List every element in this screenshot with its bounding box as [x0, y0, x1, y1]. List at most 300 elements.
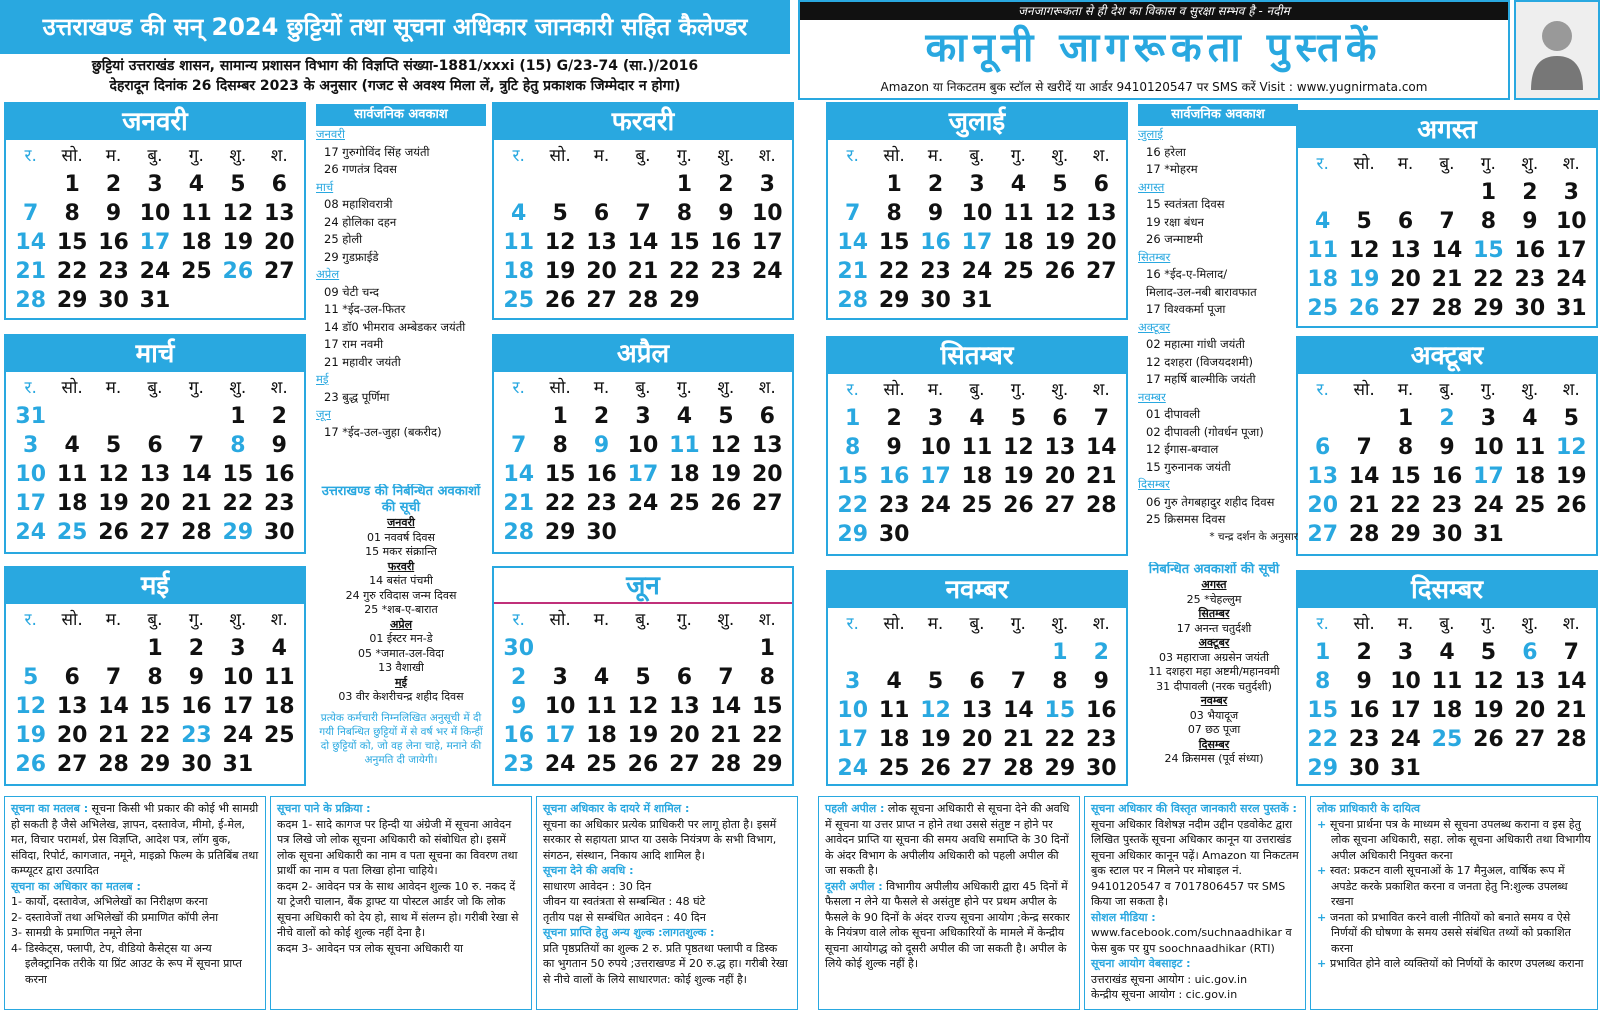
holiday-item: 03 वीर केशरीचन्द्र शहीद दिवस	[338, 690, 464, 703]
day-cell: 17	[837, 727, 869, 752]
day-cell	[832, 170, 873, 199]
day-cell: 5	[230, 172, 246, 197]
day-cell: 15	[1044, 698, 1076, 723]
day-cell: 8	[1397, 435, 1414, 460]
day-cell: 5	[105, 433, 122, 458]
day-cell: 28	[710, 752, 742, 777]
holiday-item: 15 गुरुनानक जयंती	[1146, 459, 1231, 474]
page-title: उत्तराखण्ड की सन् 2024 छुट्टियों तथा सूचना अधिकार जानकारी सहित कैलेण्डर	[0, 0, 790, 54]
day-grid	[1298, 608, 1596, 785]
day-cell: 5	[1480, 640, 1497, 665]
day-cell: 20	[586, 259, 617, 284]
day-cell: 22	[1473, 267, 1504, 292]
day-cell: 4	[886, 669, 902, 694]
day-cell: 7	[1439, 209, 1455, 234]
day-cell	[539, 634, 580, 663]
day-cell: 5	[1052, 172, 1068, 197]
list-month: जुलाई	[1138, 127, 1163, 141]
person-photo-icon	[1514, 0, 1600, 100]
weekday-label: बु.	[1439, 154, 1455, 174]
day-cell: 30	[920, 288, 951, 313]
day-cell: 25	[1307, 296, 1339, 321]
day-cell	[1302, 178, 1343, 207]
weekday-label: सो.	[61, 610, 83, 630]
day-cell: 4	[1522, 406, 1538, 431]
info-heading: सूचना प्राप्ति हेतु अन्य शुल्क :लागतशुल्क :	[543, 926, 715, 939]
day-cell: 7	[845, 201, 861, 226]
day-cell: 21	[710, 723, 742, 748]
day-cell: 16	[503, 723, 535, 748]
day-grid	[6, 604, 304, 781]
weekday-label: शु.	[1521, 380, 1539, 400]
month-name: फरवरी	[494, 104, 792, 140]
day-cell: 3	[1397, 640, 1414, 665]
day-cell: 14	[1555, 669, 1587, 694]
day-cell: 14	[627, 230, 659, 255]
info-text: सूचना अधिकार विशेषज्ञ नदीम उद्दीन एडवोकेट द्वारा लिखित पुस्तकें सूचना अधिकार कानून या उत्तराखंड सूचना अधिकार कानून पढ़ें। Amazon या निकटतम बुक स्टाल पर न मिलने पर मोबाइल नं. 9410120547 व 7017806457 पर SMS किया जा सकता है।	[1091, 817, 1299, 908]
holiday-item: 23 बुद्ध पूर्णिमा	[324, 389, 390, 404]
day-cell: 1	[759, 636, 775, 661]
weekday-label: बु.	[635, 610, 651, 630]
holiday-item: 15 मकर संक्रान्ति	[365, 545, 437, 558]
day-cell: 30	[503, 636, 535, 661]
day-grid	[6, 372, 304, 549]
day-cell	[915, 520, 956, 549]
weekday-label: म.	[1397, 380, 1414, 400]
day-cell: 23	[503, 752, 535, 777]
day-cell: 24	[139, 259, 171, 284]
day-cell: 16	[98, 230, 129, 255]
day-cell: 28	[98, 752, 129, 777]
day-cell: 15	[56, 230, 88, 255]
day-cell: 6	[1397, 209, 1414, 234]
day-cell: 1	[147, 636, 163, 661]
day-cell: 3	[230, 636, 246, 661]
day-cell	[832, 638, 873, 667]
list-month: अगस्त	[1201, 578, 1227, 591]
day-cell: 16	[710, 230, 742, 255]
day-cell: 2	[886, 406, 902, 431]
day-cell: 3	[969, 172, 985, 197]
website-link[interactable]: केन्द्रीय सूचना आयोग : cic.gov.in	[1091, 988, 1238, 1001]
day-cell: 26	[15, 752, 47, 777]
holiday-item: 01 ईस्टर मन-डे	[369, 632, 433, 645]
info-heading: दूसरी अपील :	[825, 879, 883, 893]
day-cell	[217, 286, 258, 315]
day-cell: 13	[1307, 464, 1339, 489]
weekday-label: शु.	[717, 146, 735, 166]
holiday-item: 24 होलिका दहन	[324, 214, 397, 229]
day-cell: 23	[710, 259, 742, 284]
list-month: मार्च	[316, 179, 334, 194]
day-cell: 10	[751, 201, 783, 226]
weekday-label: बु.	[1439, 614, 1455, 634]
info-text: सूचना किसी भी प्रकार की कोई भी सामग्री हो सकती है जैसे अभिलेख, ज्ञापन, दस्तावेज, मीमो, ई-मेल, मत, विचार परामर्श, प्रेस विज्ञप्ति, आदेश पत्र, लॉग बुक, संविदा, रिपोर्ट, कागजात, नमूने, माइक्रो फिल्म के प्रतिबिंब तथा कम्प्यूटर द्वारा उत्पादित	[11, 802, 259, 877]
day-cell: 10	[627, 433, 659, 458]
day-cell	[747, 518, 788, 547]
day-cell	[1509, 520, 1550, 549]
day-cell: 24	[222, 723, 254, 748]
day-cell	[93, 402, 134, 431]
holiday-item: 17 विश्वकर्मा पूजा	[1146, 302, 1226, 316]
weekday-label: श.	[1562, 154, 1580, 174]
month-nov	[826, 570, 1128, 786]
month-jun	[492, 566, 794, 786]
day-cell: 4	[593, 665, 610, 690]
day-cell: 19	[1555, 464, 1587, 489]
day-cell: 5	[927, 669, 944, 694]
holiday-item: 02 दीपावली (गोवर्धन पूजा)	[1146, 424, 1264, 439]
holiday-item: 21 महावीर जयंती	[324, 354, 401, 369]
day-cell: 4	[188, 172, 205, 197]
weekday-label: बु.	[1439, 380, 1455, 400]
weekday-label: श.	[1092, 146, 1110, 166]
day-cell: 26	[627, 752, 659, 777]
day-cell: 5	[1010, 406, 1027, 431]
day-cell: 16	[920, 230, 951, 255]
weekday-label: शु.	[1521, 154, 1539, 174]
month-name: सितम्बर	[828, 338, 1126, 374]
day-cell: 6	[969, 669, 985, 694]
day-cell: 17	[222, 694, 254, 719]
day-cell: 29	[1044, 756, 1076, 781]
weekday-label: श.	[270, 378, 288, 398]
day-cell: 10	[1555, 209, 1587, 234]
day-cell: 21	[837, 259, 869, 284]
day-cell: 18	[961, 464, 993, 489]
holiday-item: 19 रक्षा बंधन	[1146, 214, 1204, 229]
info-box-scope	[536, 796, 798, 1010]
subtitle-line-1: छुट्टियां उत्तराखंड शासन, सामान्य प्रशासन विभाग की विज्ञप्ति संख्या-1881/xxxi (15) G/23-74 (सा.)/2016	[91, 58, 699, 74]
weekday-label: गु.	[1010, 146, 1026, 166]
day-cell: 29	[837, 522, 869, 547]
day-cell: 28	[1555, 727, 1587, 752]
day-cell: 18	[181, 230, 212, 255]
day-cell: 1	[1052, 640, 1068, 665]
day-cell: 3	[635, 404, 651, 429]
day-cell: 31	[1555, 296, 1587, 321]
day-cell: 15	[837, 464, 869, 489]
list-month: जनवरी	[316, 127, 345, 141]
day-cell	[176, 402, 217, 431]
day-cell: 25	[669, 491, 700, 516]
day-cell: 5	[1563, 406, 1579, 431]
day-cell: 21	[1348, 493, 1380, 518]
weekday-label: गु.	[1010, 380, 1026, 400]
day-cell: 25	[56, 520, 88, 545]
day-cell: 11	[263, 665, 295, 690]
holiday-item: 25 *चेहल्लुम	[1186, 592, 1242, 606]
day-cell: 22	[669, 259, 700, 284]
weekday-label: सो.	[1353, 154, 1375, 174]
day-cell: 2	[1093, 640, 1109, 665]
day-cell: 27	[1307, 522, 1339, 547]
day-cell: 25	[1431, 727, 1463, 752]
month-may	[4, 566, 306, 786]
weekday-label: म.	[105, 378, 122, 398]
month-mar	[4, 334, 306, 554]
holiday-item: 17 *मोहरम	[1146, 162, 1198, 176]
holiday-item: 29 गुडफ्राईडे	[324, 249, 379, 264]
day-cell: 26	[1348, 296, 1380, 321]
day-cell: 23	[1514, 267, 1546, 292]
info-text: जीवन या स्वतंत्रता से सम्बन्धित : 48 घंटे	[543, 895, 706, 908]
month-name: दिसम्बर	[1298, 572, 1596, 608]
day-cell: 23	[1348, 727, 1380, 752]
day-cell: 12	[1003, 435, 1034, 460]
holiday-item: 03 भैयादूज	[1189, 708, 1239, 722]
day-cell: 5	[23, 665, 39, 690]
day-cell: 1	[1480, 180, 1497, 205]
day-cell: 18	[586, 723, 617, 748]
holiday-item: 17 राम नवमी	[324, 337, 384, 351]
day-cell: 17	[139, 230, 171, 255]
list-month: जून	[316, 407, 331, 421]
day-cell: 27	[56, 752, 88, 777]
day-cell: 17	[961, 230, 993, 255]
day-cell: 25	[586, 752, 617, 777]
weekday-label: र.	[1316, 380, 1329, 400]
day-cell: 13	[1514, 669, 1546, 694]
day-cell: 18	[263, 694, 295, 719]
weekday-label: र.	[1316, 154, 1329, 174]
day-cell: 22	[1390, 493, 1421, 518]
day-cell: 7	[1093, 406, 1109, 431]
day-cell: 16	[181, 694, 212, 719]
day-cell: 13	[961, 698, 993, 723]
day-cell: 2	[927, 172, 944, 197]
book-advertisement	[798, 0, 1510, 100]
day-cell: 9	[511, 694, 527, 719]
day-cell	[259, 286, 300, 315]
day-cell: 10	[961, 201, 993, 226]
info-heading: सूचना आयोग वेबसाइट :	[1091, 957, 1191, 970]
weekday-label: श.	[270, 610, 288, 630]
day-cell: 26	[1555, 493, 1587, 518]
day-cell: 1	[552, 404, 568, 429]
day-cell: 26	[544, 288, 576, 313]
list-item: 2- दस्तावेजों तथा अभिलेखों की प्रमाणित कॉपी लेना	[11, 910, 219, 924]
holiday-item: 16 हरेला	[1146, 144, 1186, 159]
day-cell: 2	[1522, 180, 1538, 205]
day-cell	[134, 402, 175, 431]
day-cell: 7	[511, 433, 527, 458]
month-name: जुलाई	[828, 104, 1126, 140]
day-cell: 11	[878, 698, 910, 723]
day-cell: 20	[1044, 464, 1076, 489]
weekday-label: गु.	[188, 610, 204, 630]
day-cell: 12	[920, 698, 951, 723]
info-heading: सूचना अधिकार की विस्तृत जानकारी सरल पुस्तकें :	[1091, 802, 1297, 815]
day-cell: 31	[1473, 522, 1504, 547]
day-cell	[1551, 520, 1592, 549]
weekday-label: बु.	[147, 610, 163, 630]
holiday-item: 24 क्रिसमस (पूर्व संध्या)	[1164, 752, 1264, 765]
list-heading: सार्वजनिक अवकाश	[1138, 104, 1298, 126]
holiday-item: 05 *जमात-उल-विदा	[358, 646, 444, 660]
day-cell: 3	[552, 665, 568, 690]
info-text: विभागीय अपीलीय अधिकारी द्वारा 45 दिनों में फैसला न लेने या फैसले से असंतुष्ट होने पर प्रथम अपील के फैसले के 90 दिनों के अंदर राज्य सूचना आयोग ;केन्द्र सरकार के नियंत्रण वाले लोक सूचना अधिकारियों के मामले में केन्द्रीय सूचना आयोगद्ध को दूसरी अपील की जा सकती है। अपील के लिये कोई शुल्क नहीं है।	[825, 879, 1070, 970]
day-cell	[1039, 520, 1080, 549]
weekday-label: म.	[105, 146, 122, 166]
day-cell: 9	[886, 435, 902, 460]
holiday-item: 11 दशहरा महा अष्टमी/महानवमी	[1148, 665, 1280, 678]
day-cell	[747, 286, 788, 315]
day-cell: 9	[718, 201, 734, 226]
day-cell: 5	[1356, 209, 1372, 234]
list-month: अक्टूबर	[1198, 636, 1230, 649]
day-cell: 1	[676, 172, 693, 197]
month-dec	[1296, 570, 1598, 786]
day-cell	[664, 518, 705, 547]
weekday-label: गु.	[676, 146, 692, 166]
info-text: तृतीय पक्ष से सम्बंधित आवेदन : 40 दिन	[543, 910, 706, 924]
day-cell: 26	[1044, 259, 1076, 284]
day-cell: 22	[1307, 727, 1339, 752]
day-cell: 29	[1473, 296, 1504, 321]
weekday-label: बु.	[147, 146, 163, 166]
weekday-label: र.	[846, 146, 859, 166]
day-cell: 21	[15, 259, 47, 284]
day-cell: 10	[139, 201, 171, 226]
day-cell: 4	[1010, 172, 1027, 197]
list-item: 4- डिस्केट्स, फ्लापी, टेप, वीडियो कैसेट्स या अन्य इलैक्ट्रानिक तरीके या प्रिंट आउट के रूप में सूचना प्राप्त करना	[11, 941, 242, 986]
day-cell: 9	[105, 201, 122, 226]
day-cell: 13	[56, 694, 88, 719]
weekday-label: सो.	[549, 610, 571, 630]
info-heading: सूचना देने की अवधि :	[543, 864, 634, 877]
weekday-label: सो.	[1353, 380, 1375, 400]
day-cell: 15	[139, 694, 171, 719]
weekday-label: शु.	[229, 610, 247, 630]
day-cell: 13	[263, 201, 295, 226]
day-cell	[10, 170, 51, 199]
day-cell: 16	[586, 462, 617, 487]
day-cell: 2	[718, 172, 734, 197]
holiday-item: 14 बसंत पंचमी	[369, 574, 433, 587]
day-cell: 25	[181, 259, 212, 284]
weekday-label: सो.	[61, 378, 83, 398]
day-cell: 28	[1431, 296, 1463, 321]
info-box-appeal	[818, 796, 1080, 1010]
day-cell: 23	[98, 259, 129, 284]
holiday-item: 01 दीपावली	[1146, 407, 1201, 421]
subtitle-line-2: देहरादून दिनांक 26 दिसम्बर 2023 के अनुसार (गजट से अवश्य मिला लें, त्रुटि हेतु प्रकाशक जिम्मेदार न होगा)	[109, 78, 681, 94]
weekday-label: र.	[24, 378, 37, 398]
weekday-label: बु.	[635, 378, 651, 398]
day-cell: 8	[1315, 669, 1331, 694]
day-cell: 8	[230, 433, 246, 458]
day-cell: 18	[503, 259, 535, 284]
holiday-item: 17 गुरुगोविंद सिंह जयंती	[324, 144, 430, 159]
day-cell: 30	[586, 520, 617, 545]
weekday-label: म.	[1397, 154, 1414, 174]
holiday-item: 14 डॉ0 भीमराव अम्बेडकर जयंती	[324, 319, 466, 334]
day-cell: 4	[969, 406, 985, 431]
weekday-label: र.	[24, 610, 37, 630]
day-cell	[998, 638, 1039, 667]
day-cell: 17	[627, 462, 659, 487]
day-cell: 1	[1397, 406, 1414, 431]
day-grid	[494, 372, 792, 549]
day-cell: 24	[544, 752, 576, 777]
day-cell: 26	[1003, 493, 1034, 518]
day-cell: 17	[1555, 238, 1587, 263]
day-cell: 18	[669, 462, 700, 487]
day-cell: 3	[927, 406, 944, 431]
day-cell: 28	[503, 520, 535, 545]
day-cell: 18	[1307, 267, 1339, 292]
info-heading: पहली अपील :	[825, 802, 885, 815]
day-cell: 16	[1085, 698, 1117, 723]
day-cell: 2	[271, 404, 287, 429]
day-cell: 13	[1044, 435, 1076, 460]
day-cell: 2	[188, 636, 205, 661]
month-oct	[1296, 336, 1598, 556]
list-month: अप्रेल	[389, 617, 413, 631]
list-heading: निबन्धित अवकाशों की सूची	[1148, 562, 1280, 577]
day-cell: 14	[710, 694, 742, 719]
website-link[interactable]: उत्तराखंड सूचना आयोग : uic.gov.in	[1091, 972, 1248, 986]
list-month: जनवरी	[387, 516, 415, 529]
day-cell: 18	[1514, 464, 1546, 489]
day-cell: 7	[23, 201, 39, 226]
weekday-label: बु.	[969, 146, 985, 166]
day-cell: 4	[64, 433, 80, 458]
day-cell: 1	[845, 406, 861, 431]
weekday-label: सो.	[549, 146, 571, 166]
day-cell: 19	[222, 230, 254, 255]
weekday-label: र.	[24, 146, 37, 166]
list-month: फरवरी	[387, 559, 415, 573]
day-cell: 22	[56, 259, 88, 284]
social-link[interactable]: www.facebook.com/suchnaadhikar व फेस बुक पर ग्रुप soochnaadhikar (RTI)	[1091, 926, 1292, 955]
day-cell: 3	[23, 433, 39, 458]
day-cell: 29	[222, 520, 254, 545]
weekday-label: शु.	[717, 610, 735, 630]
day-cell: 21	[1431, 267, 1463, 292]
day-cell: 22	[222, 491, 254, 516]
info-box-meaning	[4, 796, 266, 1010]
day-cell: 14	[15, 230, 47, 255]
day-cell: 22	[1044, 727, 1076, 752]
holiday-item: 07 छठ पूजा	[1187, 723, 1241, 736]
day-cell: 15	[222, 462, 254, 487]
day-cell: 6	[1315, 435, 1331, 460]
day-cell: 8	[1052, 669, 1068, 694]
day-cell: 19	[627, 723, 659, 748]
day-cell: 6	[1522, 640, 1538, 665]
info-heading: सूचना का अधिकार का मतलब :	[11, 879, 141, 893]
holiday-item: 25 क्रिसमस दिवस	[1146, 512, 1226, 526]
day-cell: 20	[961, 727, 993, 752]
month-name: मार्च	[6, 336, 304, 372]
day-grid	[828, 374, 1126, 551]
day-cell: 12	[222, 201, 254, 226]
day-cell: 30	[181, 752, 212, 777]
day-cell	[1343, 404, 1384, 433]
day-cell: 27	[1390, 296, 1421, 321]
holiday-item: 31 दीपावली (नरक चतुर्दशी)	[1156, 679, 1272, 693]
day-cell: 28	[1085, 493, 1117, 518]
list-item: + सूचना प्रार्थना पत्र के माध्यम से सूचना उपलब्ध कराना व इस हेतु लोक सूचना अधिकारी, सहा. लोक सूचना अधिकारी तथा विभागीय अपील अधिकारी नियुक्त करना	[1317, 817, 1591, 862]
list-month: सितम्बर	[1198, 607, 1230, 620]
weekday-label: गु.	[1480, 614, 1496, 634]
day-cell: 13	[669, 694, 700, 719]
day-cell: 6	[147, 433, 163, 458]
holiday-item: 13 वैशाखी	[378, 661, 424, 674]
day-cell: 28	[1348, 522, 1380, 547]
